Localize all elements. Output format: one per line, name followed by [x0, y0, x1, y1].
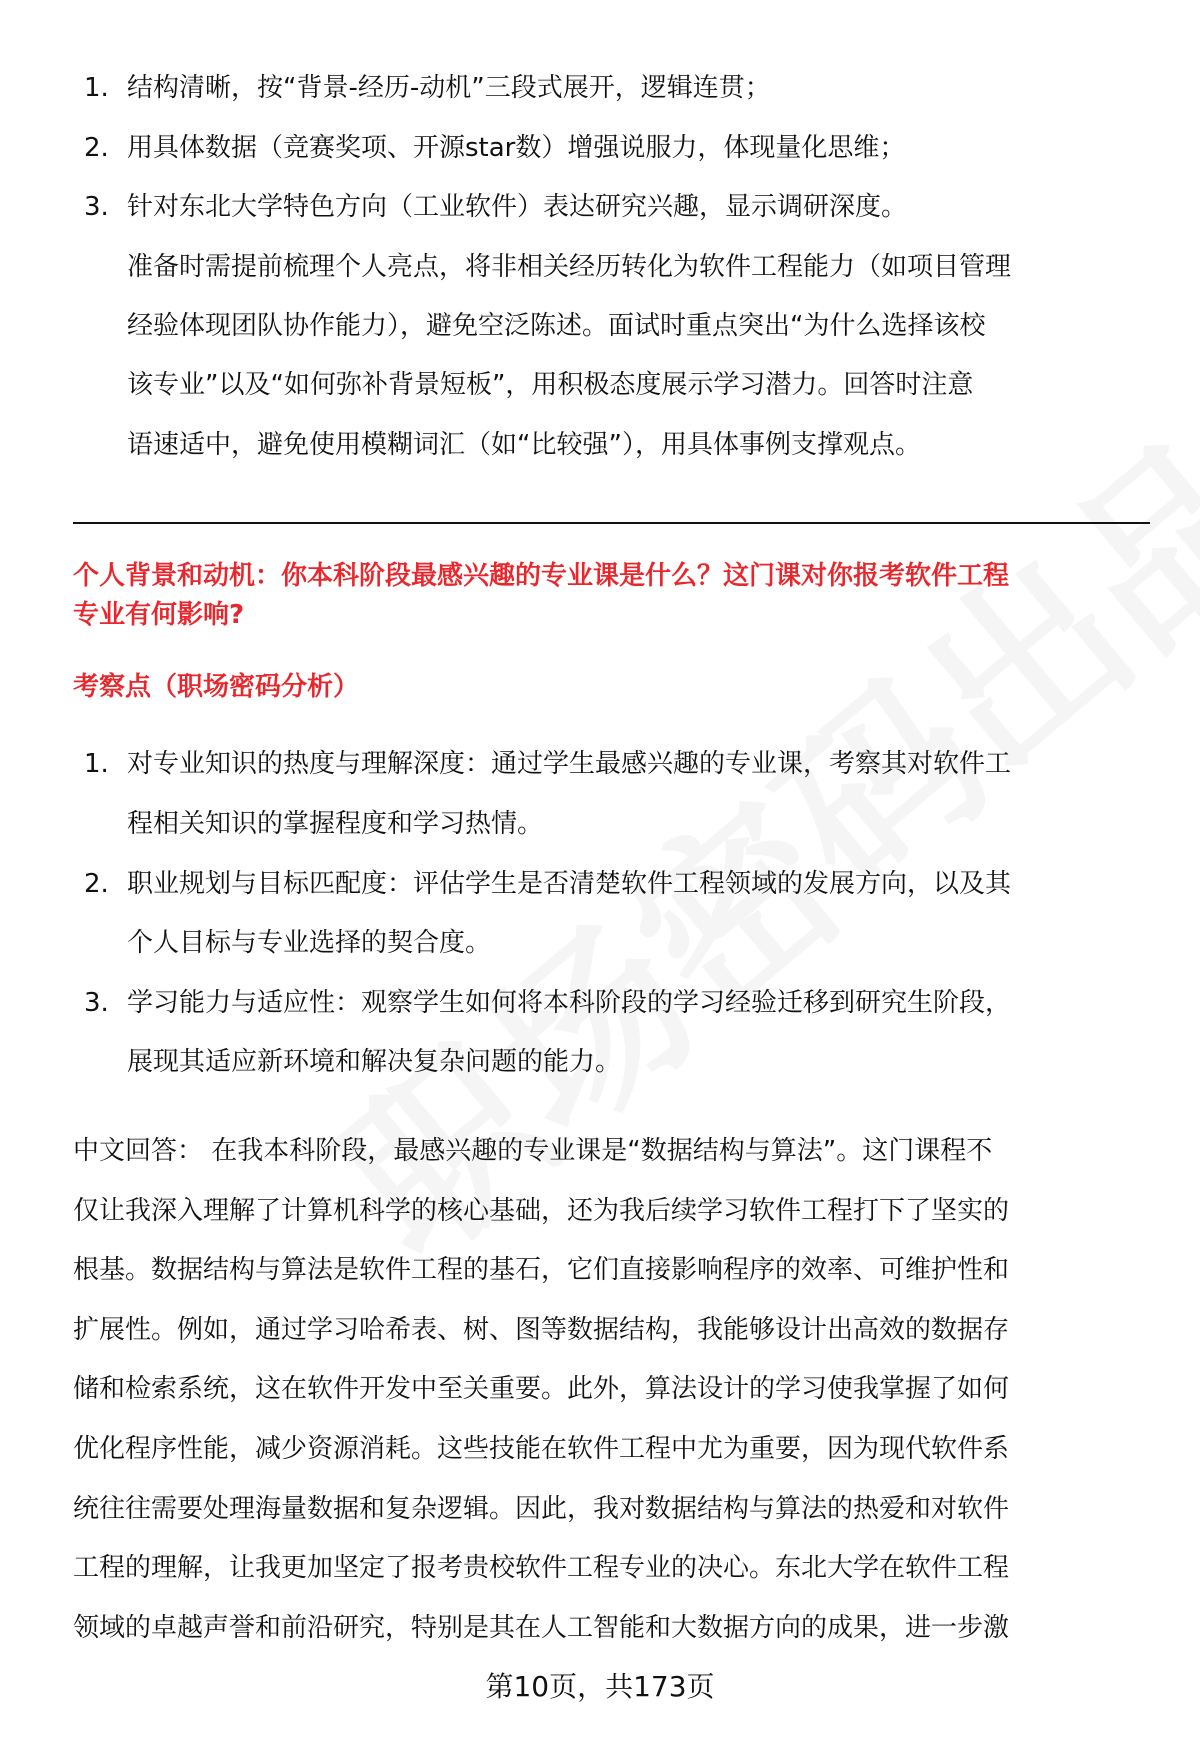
list-number: 3.	[84, 988, 109, 1018]
list-number: 2.	[84, 133, 109, 163]
list-item: 对专业知识的热度与理解深度：通过学生最感兴趣的专业课，考察其对软件工	[127, 749, 1012, 779]
question-heading: 专业有何影响?	[73, 600, 245, 630]
answer-line: 储和检索系统，这在软件开发中至关重要。此外，算法设计的学习使我掌握了如何	[73, 1374, 1010, 1404]
list-item: 针对东北大学特色方向（工业软件）表达研究兴趣，显示调研深度。	[127, 192, 908, 222]
list-number: 1.	[84, 749, 109, 779]
exam-heading: 考察点（职场密码分析）	[73, 672, 360, 702]
note-line: 语速适中，避免使用模糊词汇（如“比较强”），用具体事例支撑观点。	[127, 430, 921, 460]
list-item: 职业规划与目标匹配度：评估学生是否清楚软件工程领域的发展方向，以及其	[127, 869, 1012, 899]
note-line: 该专业”以及“如何弥补背景短板”，用积极态度展示学习潜力。回答时注意	[127, 370, 974, 400]
note-line: 准备时需提前梳理个人亮点，将非相关经历转化为软件工程能力（如项目管理	[127, 252, 1012, 282]
answer-line: 中文回答： 在我本科阶段，最感兴趣的专业课是“数据结构与算法”。这门课程不	[73, 1136, 993, 1166]
list-number: 3.	[84, 192, 109, 222]
answer-line: 优化程序性能，减少资源消耗。这些技能在软件工程中尤为重要，因为现代软件系	[73, 1434, 1010, 1464]
answer-line: 工程的理解，让我更加坚定了报考贵校软件工程专业的决心。东北大学在软件工程	[73, 1553, 1010, 1583]
answer-line: 根基。数据结构与算法是软件工程的基石，它们直接影响程序的效率、可维护性和	[73, 1255, 1010, 1285]
answer-line: 领域的卓越声誉和前沿研究，特别是其在人工智能和大数据方向的成果，进一步激	[73, 1613, 1010, 1643]
list-item: 程相关知识的掌握程度和学习热情。	[127, 809, 544, 839]
question-heading: 个人背景和动机：你本科阶段最感兴趣的专业课是什么？这门课对你报考软件工程	[73, 561, 1010, 591]
list-item: 学习能力与适应性：观察学生如何将本科阶段的学习经验迁移到研究生阶段，	[127, 988, 1012, 1018]
note-line: 经验体现团队协作能力），避免空泛陈述。面试时重点突出“为什么选择该校	[127, 311, 986, 341]
list-item: 个人目标与专业选择的契合度。	[127, 928, 492, 958]
answer-line: 仅让我深入理解了计算机科学的核心基础，还为我后续学习软件工程打下了坚实的	[73, 1196, 1010, 1226]
answer-line: 统往往需要处理海量数据和复杂逻辑。因此，我对数据结构与算法的热爱和对软件	[73, 1494, 1010, 1524]
list-number: 2.	[84, 869, 109, 899]
list-item: 结构清晰，按“背景-经历-动机”三段式展开，逻辑连贯；	[127, 73, 771, 103]
list-number: 1.	[84, 73, 109, 103]
list-item: 用具体数据（竞赛奖项、开源star数）增强说服力，体现量化思维；	[127, 133, 906, 163]
answer-line: 扩展性。例如，通过学习哈希表、树、图等数据结构，我能够设计出高效的数据存	[73, 1315, 1010, 1345]
page-footer: 第10页，共173页	[485, 1670, 715, 1703]
list-item: 展现其适应新环境和解决复杂问题的能力。	[127, 1047, 622, 1077]
divider	[73, 522, 1150, 524]
